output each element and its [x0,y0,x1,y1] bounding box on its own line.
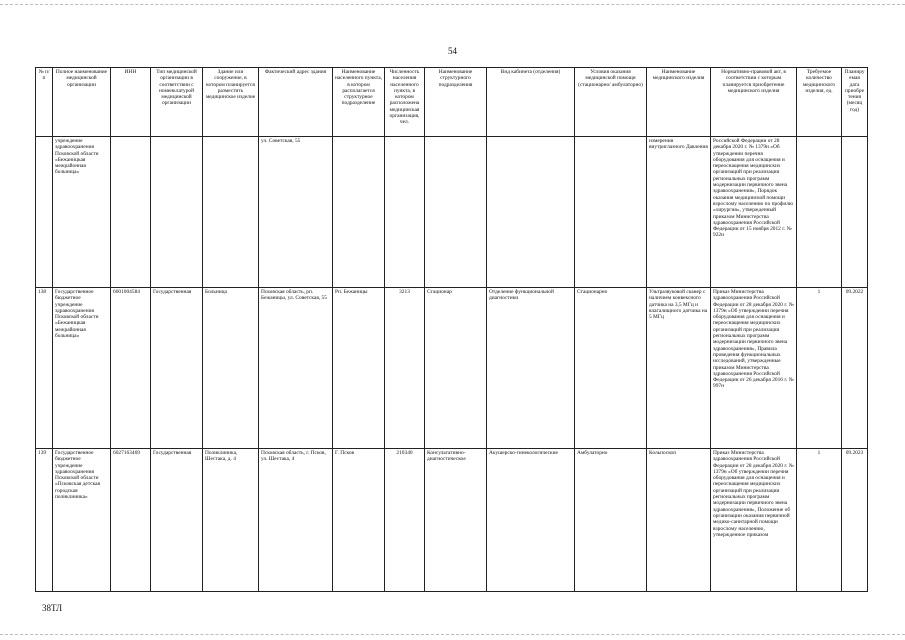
header-cell: Условия оказания медицинской помощи (стационарно/ амбулаторно) [575,68,647,137]
division [425,137,487,288]
medical-device: измерения внутриглазного Давления [647,137,711,288]
legal-act: Приказ Министерства здравоохранения Российской Федерации от 28 декабря 2020 г. № 1379н «Об утверждении перечня оборудования для оснащения и переоснащения медицинских организаций при реализации региональных программ модернизации первичного звена здравоохранения», Правила проведения функциональных исследований, утвержденные приказом Министерства здравоохранения Российской Федерации от 26 декабря 2016 г. № 997н [711,288,797,449]
cabinet-type: Акушерско-гинекологические [487,449,575,592]
document-code: 38ТЛ [42,603,63,613]
settlement: Г. Псков [333,449,385,592]
legal-act: Российской Федерации от 28 декабря 2020 г. № 1379н «Об утверждении перечня оборудования для оснащения и переоснащения медицинских организаций при реализации региональных программ модернизации первичного звена здравоохранения», Порядок оказания медицинской помощи взрослому населению по профилю «хирургия», утвержденный приказом Министерства здравоохранения Российской Федерации от 15 ноября 2012 г. № 922н [711,137,797,288]
header-cell: Нормативно-правовой акт, в соответствии с которым планируется приобретение медицинского изделия [711,68,797,137]
quantity: 1 [797,449,842,592]
header-cell: Тип медицинской организации в соответствии с номенклатурой медицинской организации [151,68,203,137]
building [203,137,259,288]
table-row [36,449,868,592]
header-cell: № п/п [36,68,53,137]
table-row [36,137,868,288]
address: Псковская область, г. Псков, ул. Шестака, 4 [259,449,333,592]
address: ул. Советская, 55 [259,137,333,288]
legal-act: Приказ Министерства здравоохранения Российской Федерации от 28 декабря 2020 г. № 1379н «Об утверждении перечня оборудования для оснащения и переоснащения медицинских организаций при реализации региональных программ модернизации первичного звена здравоохранения», Положение об организации оказания первичной медико-санитарной помощи взрослому населению, утвержденное приказом [711,449,797,592]
purchase-date [842,137,868,288]
address: Псковская область, рп. Бежаницы, ул. Советская, 55 [259,288,333,449]
cabinet-type [487,137,575,288]
table-header-row [36,68,868,137]
division: Консультативно-диагностическое [425,449,487,592]
header-cell: Планируемая дата приобретения (месяц год) [842,68,868,137]
header-cell: Требуемое количество медицинского изделия, ед. [797,68,842,137]
header-cell: Вид кабинета (отделения) [487,68,575,137]
inn [111,137,151,288]
page-number: 54 [448,46,457,56]
header-cell: Наименование медицинского изделия [647,68,711,137]
cabinet-type: Отделение функциональной диагностики [487,288,575,449]
organization-type [151,137,203,288]
settlement: Рп. Бежаницы [333,288,385,449]
organization-name: Государственное бюджетное учреждение здравоохранения Псковской области «Псковская детская городская поликлиника» [53,449,111,592]
organization-type: Государственная [151,288,203,449]
inn: 6001004584 [111,288,151,449]
medical-device: Ультразвуковой сканер с наличием конвексного датчика на 3,5 МГц и влагалищного датчика на 5 МГц [647,288,711,449]
quantity: 1 [797,288,842,449]
purchase-date: 09.2022 [842,288,868,449]
row-number [36,137,53,288]
scan-edge-bottom [0,634,905,635]
header-cell: Наименование населенного пункта, в котором располагается структурное подразделение [333,68,385,137]
registry-table-viewport [35,67,865,597]
population: 3213 [385,288,425,449]
population: 210340 [385,449,425,592]
medical-device: Кольпоскоп [647,449,711,592]
header-cell: Численность населения населенного пункта, в котором расположена медицинская организация, чел. [385,68,425,137]
organization-type: Государственная [151,449,203,592]
header-cell: Фактический адрес здания [259,68,333,137]
header-cell: Наименование структурного подразделения [425,68,487,137]
organization-name: Государственное бюджетное учреждение здравоохранения Псковской области «Бежаницкая межрайонная больница» [53,288,111,449]
population [385,137,425,288]
row-number: 139 [36,449,53,592]
organization-name: учреждение здравоохранения Псковской области «Бежаницкая межрайонная больница» [53,137,111,288]
row-number: 138 [36,288,53,449]
care-conditions [575,137,647,288]
table-row [36,288,868,449]
building: Поликлиника, Шестака, д. 4 [203,449,259,592]
quantity [797,137,842,288]
inn: 6027163469 [111,449,151,592]
purchase-date: 09.2023 [842,449,868,592]
header-cell: Полное наименование медицинской организации [53,68,111,137]
care-conditions: Амбулаторно [575,449,647,592]
header-cell: ИНН [111,68,151,137]
scan-edge-top [0,4,905,5]
header-cell: Здание или сооружение, в котором планируется разместить медицинское изделие [203,68,259,137]
care-conditions: Стационарно [575,288,647,449]
building: Больница [203,288,259,449]
settlement [333,137,385,288]
equipment-registry-table [35,67,868,592]
division: Стационар [425,288,487,449]
